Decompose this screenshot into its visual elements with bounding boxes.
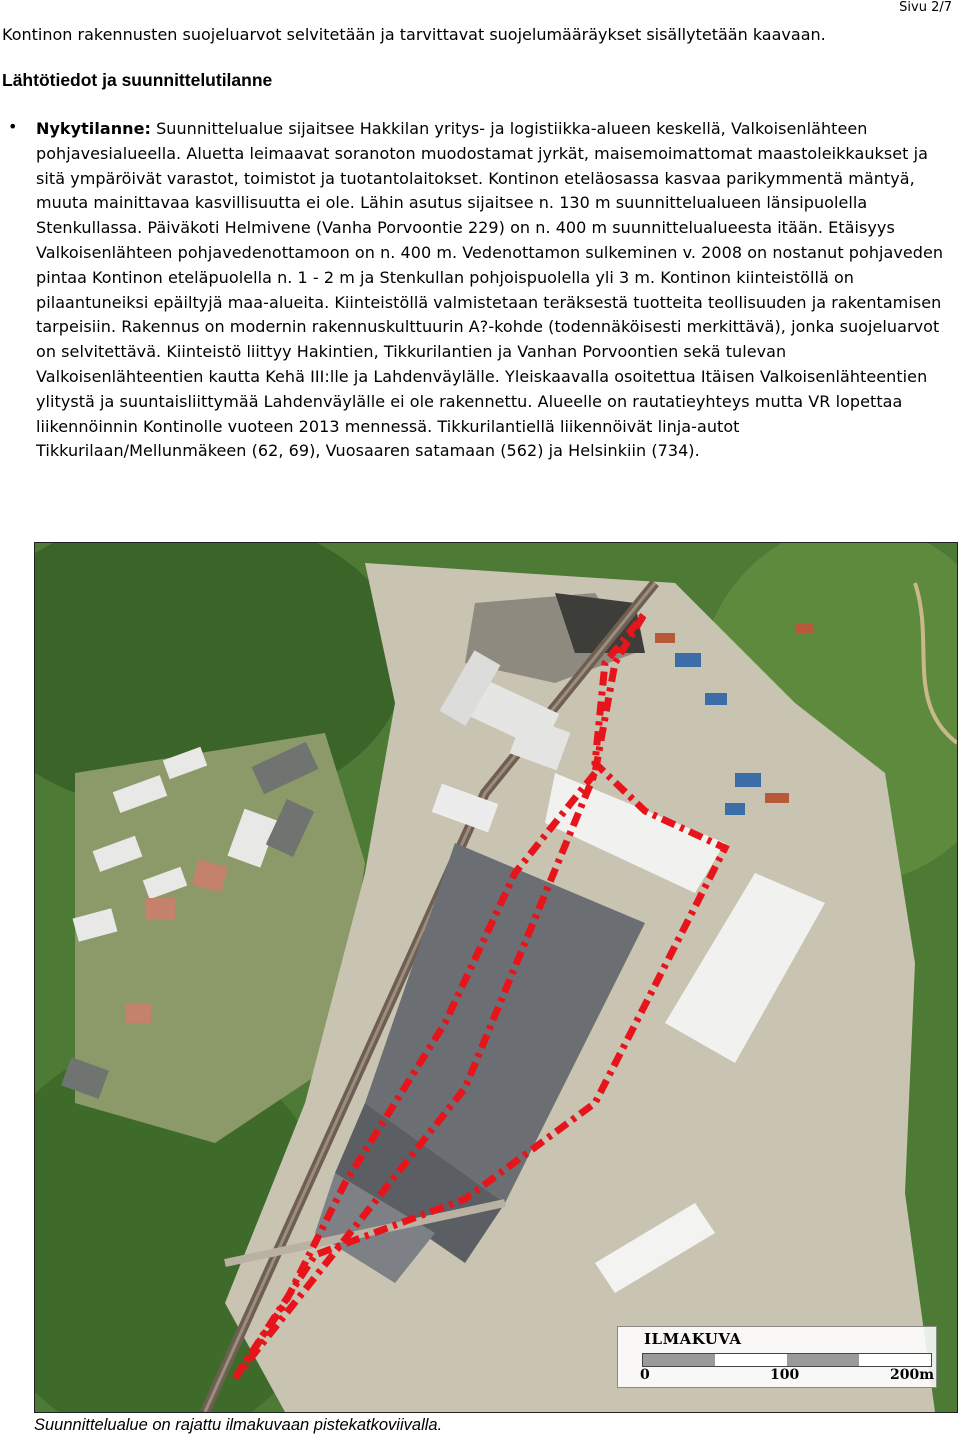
scale-label-100: 100 [770, 1367, 800, 1383]
page-number: Sivu 2/7 [899, 0, 952, 15]
scale-title: ILMAKUVA [644, 1330, 742, 1348]
scale-label-200: 200m [890, 1367, 935, 1383]
scale-bar-box [617, 1326, 937, 1388]
bullet-paragraph [36, 117, 954, 464]
bullet-symbol: • [8, 117, 18, 136]
scale-bar [642, 1353, 932, 1367]
bullet-text: Suunnittelualue sijaitsee Hakkilan yritys- ja logistiikka-alueen keskellä, Valkoisenlähteen pohjavesialueella. Aluetta leimaavat soranoton muodostamat jyrkät, maisemoimattomat maastoleikkaukset ja sitä ympäröivät varastot, toimistot ja tuotantolaitokset. Kontinon eteläosassa kasvaa parikymmentä mäntyä, muuta mainittavaa kasvillisuutta ei ole. Lähin asutus sijaitsee n. 130 m suunnittelualueen länsipuolella Stenkullassa. Päiväkoti Helmivene (Vanha Porvoontie 229) on n. 400 m suunnittelualueesta itään. Etäisyys Valkoisenlähteen pohjavedenottamoon on n. 400 m. Vedenottamon sulkeminen v. 2008 on nostanut pohjaveden pintaa Kontinon eteläpuolella n. 1 - 2 m ja Stenkullan pohjoispuolella yli 3 m. Kontinon kiinteistöllä on pilaantuneiksi epäiltyjä maa-alueita. Kiinteistöllä valmistetaan teräksestä tuotteita teollisuuden ja rakentamisen tarpeisiin. Rakennus on modernin rakennuskulttuurin A?-kohde (todennäköisesti merkittävä), jonka suojeluarvot on selvitettävä. Kiinteistö liittyy Hakintien, Tikkurilantien ja Vanhan Porvoontien sekä tulevan Valkoisenlähteentien kautta Kehä III:lle ja Lahdenväylälle. Yleiskaavalla osoitettua Itäisen Valkoisenlähteentien ylitystä ja suuntaisliittymää Lahdenväylälle ei ole rakennettu. Alueelle on rautatieyhteys mutta VR lopettaa liikennöinnin Kontinolle vuoteen 2013 mennessä. Tikkurilantiellä liikennöivät linja-autot Tikkurilaan/Mellunmäkeen (62, 69), Vuosaaren satamaan (562) ja Helsinkiin (734). [36, 119, 944, 461]
scale-label-0: 0 [640, 1367, 650, 1383]
bullet-term: Nykytilanne: [36, 119, 151, 138]
photo-caption: Suunnittelualue on rajattu ilmakuvaan pistekatkoviivalla. [34, 1416, 443, 1434]
aerial-photo-illustration [35, 543, 957, 1412]
section-heading: Lähtötiedot ja suunnittelutilanne [2, 70, 273, 90]
intro-paragraph: Kontinon rakennusten suojeluarvot selvitetään ja tarvittavat suojelumääräykset sisällytetään kaavaan. [2, 25, 826, 44]
aerial-photo [34, 542, 958, 1413]
